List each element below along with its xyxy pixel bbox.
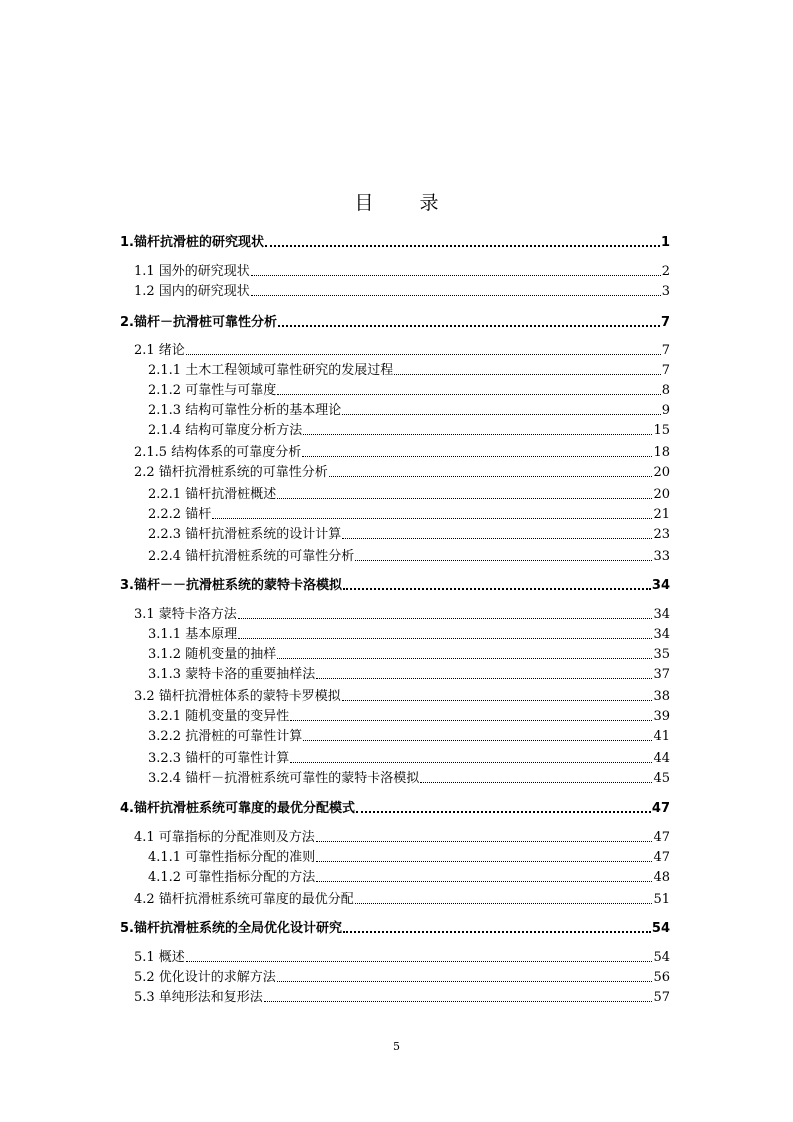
toc-entry-label: 2.1.1 土木工程领域可靠性研究的发展过程 <box>148 363 394 378</box>
dot-leader <box>342 699 653 701</box>
toc-entry-label: 2.1.2 可靠性与可靠度 <box>148 383 277 398</box>
toc-entry[interactable] <box>120 399 670 419</box>
toc-entry[interactable] <box>120 767 670 787</box>
dot-leader <box>186 353 661 355</box>
toc-entry-label: 3.2.2 抗滑桩的可靠性计算 <box>148 729 303 744</box>
toc-entry-label: 3.1.3 蒙特卡洛的重要抽样法 <box>148 667 316 682</box>
dot-leader <box>277 497 652 499</box>
toc-chapter-entry[interactable] <box>120 574 670 594</box>
toc-entry-label: 5.1 概述 <box>134 950 185 965</box>
toc-entry-page: 44 <box>653 751 670 766</box>
toc-entry-page: 21 <box>653 507 670 522</box>
dot-leader <box>420 781 652 783</box>
toc-entry-label: 5.3 单纯形法和复形法 <box>134 990 263 1005</box>
toc-entry-page: 48 <box>653 870 670 885</box>
toc-entry-label: 2.1.3 结构可靠性分析的基本理论 <box>148 403 342 418</box>
toc-entry-label: 2.2.1 锚杆抗滑桩概述 <box>148 487 277 502</box>
dot-leader <box>316 677 652 679</box>
toc-entry[interactable] <box>120 623 670 643</box>
dot-leader <box>316 840 653 842</box>
toc-entry[interactable] <box>120 966 670 986</box>
dot-leader <box>356 810 651 813</box>
toc-chapter-entry[interactable] <box>120 231 670 251</box>
toc-entry-label: 2.1.4 结构可靠度分析方法 <box>148 423 303 438</box>
toc-entry-page: 39 <box>653 709 670 724</box>
toc-entry[interactable] <box>120 888 670 908</box>
toc-entry-label: 1.2 国内的研究现状 <box>134 284 250 299</box>
dot-leader <box>238 617 653 619</box>
dot-leader <box>329 475 653 477</box>
toc-entry-label: 4.1.1 可靠性指标分配的准则 <box>148 850 316 865</box>
toc-entry-page: 3 <box>661 284 670 299</box>
dot-leader <box>290 719 652 721</box>
title-right: 录 <box>419 192 439 214</box>
dot-leader <box>265 244 660 247</box>
toc-entry-page: 7 <box>660 315 670 330</box>
toc-entry-page: 7 <box>661 363 670 378</box>
dot-leader <box>251 294 661 296</box>
toc-entry-page: 38 <box>653 689 670 704</box>
toc-entry-page: 18 <box>653 445 670 460</box>
toc-entry-label: 3.2.4 锚杆－抗滑桩系统可靠性的蒙特卡洛模拟 <box>148 771 420 786</box>
toc-entry[interactable] <box>120 260 670 280</box>
toc-entry-page: 35 <box>653 647 670 662</box>
toc-entry[interactable] <box>120 663 670 683</box>
toc-entry-label: 4.1 可靠指标的分配准则及方法 <box>134 830 315 845</box>
dot-leader <box>355 559 652 561</box>
toc-entry-label: 4.1.2 可靠性指标分配的方法 <box>148 870 316 885</box>
toc-entry-label: 2.2.3 锚杆抗滑桩系统的设计计算 <box>148 527 342 542</box>
toc-entry-label: 2.锚杆－抗滑桩可靠性分析 <box>120 315 277 330</box>
toc-entry-label: 3.2.1 随机变量的变异性 <box>148 709 290 724</box>
toc-entry[interactable] <box>120 339 670 359</box>
toc-entry-page: 34 <box>651 578 670 593</box>
dot-leader <box>355 902 653 904</box>
toc-entry-label: 3.锚杆－－抗滑桩系统的蒙特卡洛模拟 <box>120 578 342 593</box>
toc-entry[interactable] <box>120 545 670 565</box>
toc-entry[interactable] <box>120 747 670 767</box>
toc-entry-page: 57 <box>653 990 670 1005</box>
toc-entry-label: 1.锚杆抗滑桩的研究现状 <box>120 235 264 250</box>
toc-entry[interactable] <box>120 280 670 300</box>
dot-leader <box>264 1000 653 1002</box>
toc-entry-page: 33 <box>653 549 670 564</box>
toc-entry[interactable] <box>120 359 670 379</box>
toc-entry-label: 4.2 锚杆抗滑桩系统可靠度的最优分配 <box>134 892 354 907</box>
toc-entry-page: 41 <box>653 729 670 744</box>
toc-entry-page: 45 <box>653 771 670 786</box>
toc-chapter-entry[interactable] <box>120 797 670 817</box>
toc-entry-page: 56 <box>653 970 670 985</box>
dot-leader <box>277 393 661 395</box>
dot-leader <box>394 373 661 375</box>
toc-entry-label: 3.1.2 随机变量的抽样 <box>148 647 277 662</box>
dot-leader <box>342 413 661 415</box>
toc-entry-label: 1.1 国外的研究现状 <box>134 264 250 279</box>
toc-entry[interactable] <box>120 379 670 399</box>
toc-entry-page: 47 <box>653 830 670 845</box>
toc-entry[interactable] <box>120 705 670 725</box>
dot-leader <box>343 930 651 933</box>
dot-leader <box>302 455 652 457</box>
dot-leader <box>303 739 652 741</box>
toc-entry-page: 34 <box>653 607 670 622</box>
toc-chapter-entry[interactable] <box>120 311 670 331</box>
toc-entry-page: 23 <box>653 527 670 542</box>
toc-entry-page: 51 <box>653 892 670 907</box>
toc-entry-label: 3.2.3 锚杆的可靠性计算 <box>148 751 290 766</box>
toc-entry[interactable] <box>120 685 670 705</box>
toc-entry-label: 2.2 锚杆抗滑桩系统的可靠性分析 <box>134 465 328 480</box>
toc-entry[interactable] <box>120 866 670 886</box>
toc-entry[interactable] <box>120 503 670 523</box>
dot-leader <box>212 517 652 519</box>
toc-entry[interactable] <box>120 523 670 543</box>
toc-entry-label: 2.2.4 锚杆抗滑桩系统的可靠性分析 <box>148 549 355 564</box>
toc-entry-label: 2.1.5 结构体系的可靠度分析 <box>134 445 302 460</box>
dot-leader <box>277 657 652 659</box>
toc-entry-label: 3.2 锚杆抗滑桩体系的蒙特卡罗模拟 <box>134 689 341 704</box>
page-number: 5 <box>393 1040 400 1053</box>
dot-leader <box>343 587 651 590</box>
toc-entry-page: 34 <box>653 627 670 642</box>
toc-entry-label: 3.1.1 基本原理 <box>148 627 238 642</box>
toc-entry[interactable] <box>120 603 670 623</box>
toc-entry-label: 3.1 蒙特卡洛方法 <box>134 607 237 622</box>
toc-entry-page: 15 <box>653 423 670 438</box>
dot-leader <box>238 637 652 639</box>
dot-leader <box>278 324 660 327</box>
dot-leader <box>303 433 652 435</box>
toc-entry-label: 2.1 绪论 <box>134 343 185 358</box>
toc-entry-page: 8 <box>661 383 670 398</box>
dot-leader <box>316 860 652 862</box>
toc-entry[interactable] <box>120 441 670 461</box>
dot-leader <box>251 274 661 276</box>
toc-entry-page: 37 <box>653 667 670 682</box>
dot-leader <box>316 880 652 882</box>
toc-entry-page: 20 <box>653 465 670 480</box>
toc-entry[interactable] <box>120 846 670 866</box>
toc-entry-label: 5.2 优化设计的求解方法 <box>134 970 276 985</box>
dot-leader <box>186 960 653 962</box>
toc-entry[interactable] <box>120 725 670 745</box>
toc-entry[interactable] <box>120 826 670 846</box>
toc-entry-page: 47 <box>653 850 670 865</box>
toc-entry-page: 47 <box>651 801 670 816</box>
toc-entry[interactable] <box>120 643 670 663</box>
toc-entry[interactable] <box>120 986 670 1006</box>
toc-entry[interactable] <box>120 946 670 966</box>
toc-entry[interactable] <box>120 419 670 439</box>
dot-leader <box>290 761 652 763</box>
toc-entry-page: 1 <box>660 235 670 250</box>
toc-entry[interactable] <box>120 483 670 503</box>
dot-leader <box>342 537 652 539</box>
toc-entry-label: 4.锚杆抗滑桩系统可靠度的最优分配模式 <box>120 801 355 816</box>
toc-entry-label: 2.2.2 锚杆 <box>148 507 212 522</box>
toc-entry-page: 20 <box>653 487 670 502</box>
dot-leader <box>277 980 653 982</box>
toc-entry-page: 54 <box>653 950 670 965</box>
toc-entry-page: 54 <box>651 921 670 936</box>
title-left: 目 <box>354 192 374 214</box>
toc-entry-page: 7 <box>661 343 670 358</box>
toc-entry[interactable] <box>120 461 670 481</box>
toc-entry-label: 5.锚杆抗滑桩系统的全局优化设计研究 <box>120 921 342 936</box>
toc-chapter-entry[interactable] <box>120 917 670 937</box>
toc-entry-page: 2 <box>661 264 670 279</box>
page-title <box>0 188 793 215</box>
toc-entry-page: 9 <box>661 403 670 418</box>
